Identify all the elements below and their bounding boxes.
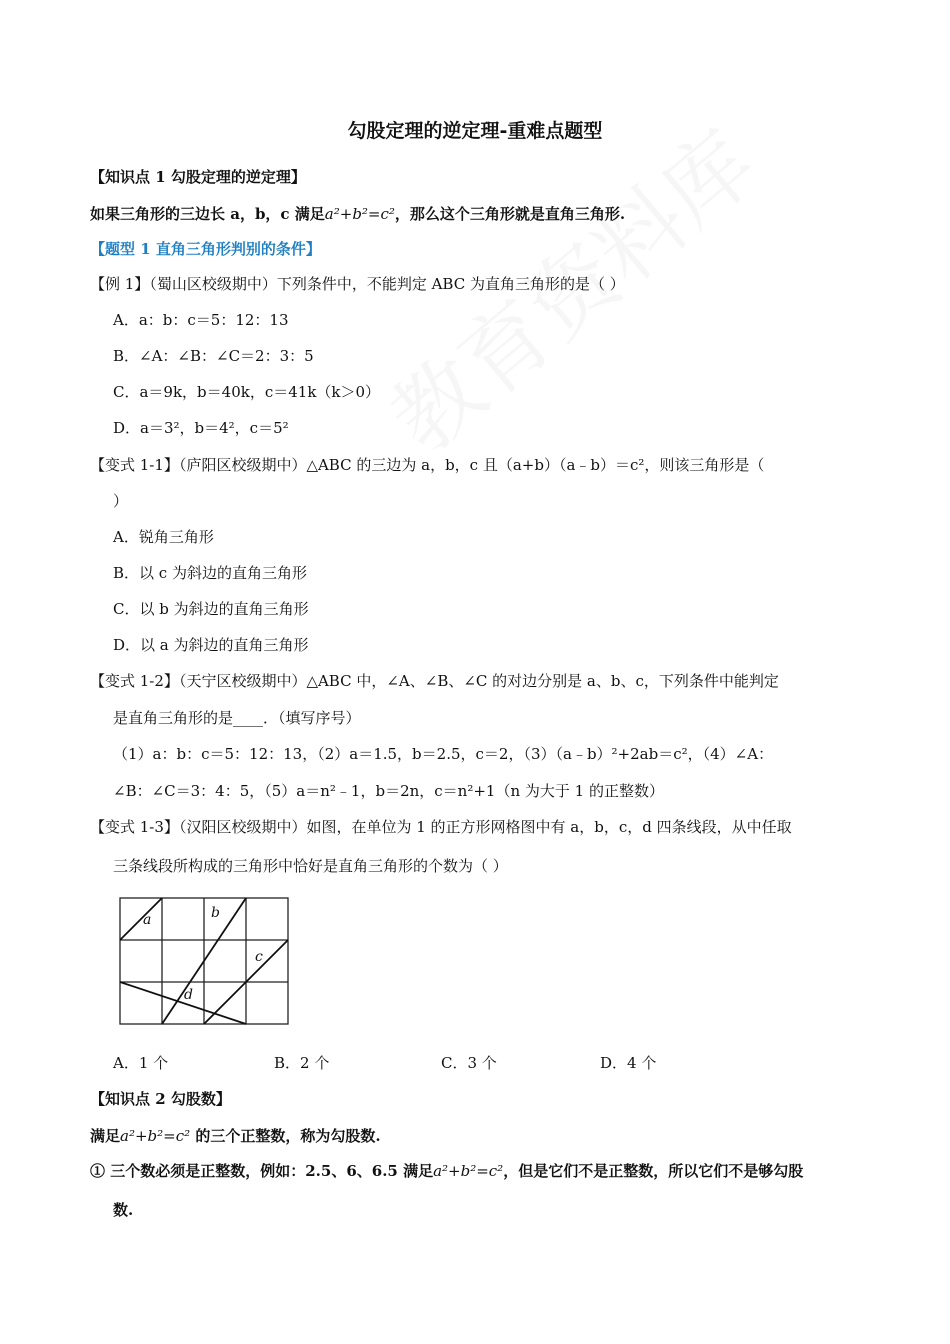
v13-line2: 三条线段所构成的三角形中恰好是直角三角形的个数为（ ）: [113, 857, 508, 875]
v11-line1: （庐阳区校级期中）△ABC 的三边为 a，b，c 且（a+b）（a﹣b）＝c²，则该三角形是（: [178, 456, 765, 474]
ex1-text: （蜀山区校级期中）下列条件中，不能判定 ABC 为直角三角形的是（ ）: [149, 275, 625, 293]
label-d: d: [184, 987, 193, 1003]
v11-option-b: B．以 c 为斜边的直角三角形: [113, 564, 307, 582]
kp2-item1-cont: 数.: [113, 1201, 134, 1219]
kp2-item1-formula: a²+b²=c²: [433, 1162, 504, 1180]
v13-question: [90, 816, 792, 838]
grid-figure: [117, 895, 292, 1028]
v11-question: [90, 454, 764, 476]
v13-option-b: B．2 个: [274, 1054, 330, 1072]
v11-option-d: D．以 a 为斜边的直角三角形: [113, 636, 309, 654]
label-c: c: [255, 949, 263, 965]
kp1-text: [90, 203, 625, 225]
v13-line1: （汉阳区校级期中）如图，在单位为 1 的正方形网格图中有 a，b，c，d 四条线段，从中任取: [178, 818, 792, 836]
v12-question: [90, 670, 779, 692]
kp2-item1: [90, 1160, 803, 1182]
kp1-formula: a²+b²=c²: [324, 205, 395, 223]
kp2-text-post: 的三个正整数，称为勾股数.: [190, 1127, 381, 1145]
ex1-option-b: B．∠A：∠B：∠C＝2：3：5: [113, 347, 314, 365]
v13-tag: 【变式 1-3】: [90, 818, 179, 836]
kp2-text-pre: 满足: [90, 1127, 121, 1145]
kp1-text-pre: 如果三角形的三边长 a，b，c 满足: [90, 205, 325, 223]
kp2-item1-pre: ① 三个数必须是正整数，例如：2.5、6、6.5 满足: [90, 1162, 434, 1180]
kp2-formula: a²+b²=c²: [120, 1127, 191, 1145]
v12-line4: ∠B：∠C＝3：4：5，（5）a＝n²﹣1，b＝2n，c＝n²+1（n 为大于 1 的正整数）: [113, 782, 664, 800]
kp2-item1-post: ，但是它们不是正整数，所以它们不是够勾股: [503, 1162, 804, 1180]
ex1-option-d: D．a＝3²，b＝4²，c＝5²: [113, 419, 289, 437]
v12-tag: 【变式 1-2】: [90, 672, 179, 690]
kp1-text-post: ，那么这个三角形就是直角三角形.: [394, 205, 626, 223]
ex1-question: [90, 273, 625, 295]
v11-tag: 【变式 1-1】: [90, 456, 179, 474]
kp1-heading: 【知识点 1 勾股定理的逆定理】: [90, 168, 306, 186]
kp2-text: [90, 1125, 381, 1147]
v13-option-d: D．4 个: [600, 1054, 657, 1072]
label-a: a: [143, 912, 152, 928]
kp2-heading: 【知识点 2 勾股数】: [90, 1090, 231, 1108]
v11-option-a: A．锐角三角形: [113, 528, 214, 546]
page-title: 勾股定理的逆定理-重难点题型: [347, 120, 603, 142]
ex1-option-c: C．a＝9k，b＝40k，c＝41k（k＞0）: [113, 383, 381, 401]
v11-line2: ）: [113, 492, 129, 510]
v11-option-c: C．以 b 为斜边的直角三角形: [113, 600, 309, 618]
v13-option-a: A．1 个: [113, 1054, 169, 1072]
segment-d: [120, 982, 246, 1024]
v12-line2: 是直角三角形的是____．（填写序号）: [113, 709, 361, 727]
segment-a: [120, 898, 162, 940]
type1-heading: 【题型 1 直角三角形判别的条件】: [90, 240, 321, 258]
v12-line1: （天宁区校级期中）△ABC 中，∠A、∠B、∠C 的对边分别是 a、b、c，下列条件中能判定: [178, 672, 779, 690]
ex1-option-a: A．a：b：c＝5：12：13: [113, 311, 289, 329]
label-b: b: [211, 905, 220, 921]
v13-option-c: C．3 个: [441, 1054, 497, 1072]
v12-line3: （1）a：b：c＝5：12：13，（2）a＝1.5，b＝2.5，c＝2，（3）（a﹣b）²+2ab＝c²，（4）∠A：: [113, 745, 774, 763]
ex1-tag: 【例 1】: [90, 275, 150, 293]
